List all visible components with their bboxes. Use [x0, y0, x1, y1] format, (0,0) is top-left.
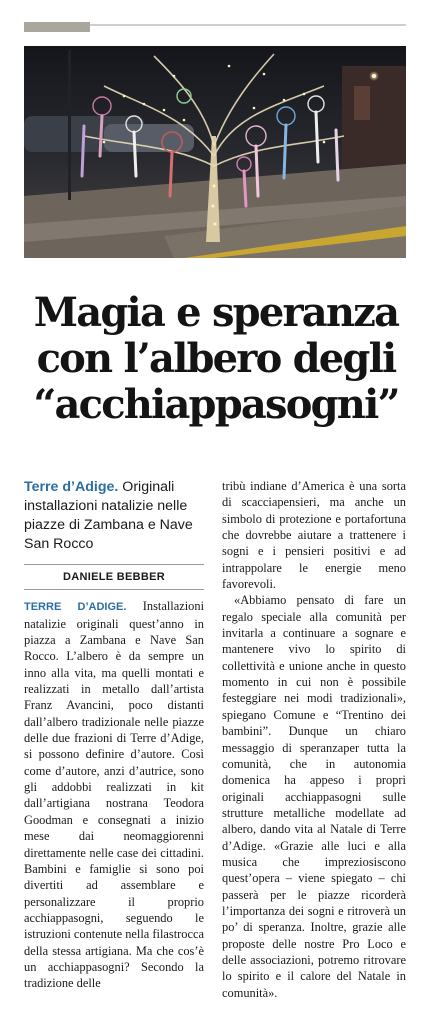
- body-paragraph-3: «Abbiamo pensato di fare un regalo speciale alla comunità per invitarla a continuare a sognare e mantenere vivo lo spirito di collettività e unione anche in questo momento in cui non è possibile festeggiare nei modi tradizionali», spiegano Comune e “Trentino dei bambini”. Dunque un chiaro messaggio di speranzaper tutta la comunità, che in autonomia domenica ha appeso i propri originali acchiappasogni sulle strutture metalliche modellate ad albero, dando vita al Natale di Terre d’Adige. «Grazie alle luci e alla musica che impreziosiscono quest’opera – viene spiegato – chi passerà per le piazze ricorderà l’importanza dei sogni e ritroverà un po’ di speranza. Inoltre, grazie alle proposte delle nostre Pro Loco e delle associazioni, potremo ritrovare lo spirito e il calore del Natale in comunità».: [222, 593, 406, 1000]
- headline-line-3: “acchiappasogni”: [33, 381, 399, 428]
- article-column-left: [24, 478, 204, 992]
- headline-line-2: con l’albero degli: [36, 335, 396, 382]
- kicker: TERRE D’ADIGE.: [24, 601, 127, 614]
- body-paragraph-1-text: Installazioni natalizie originali quest’anno in piazza a Zambana e Nave San Rocco. L’albero è da sempre un inno alla vita, ma quelli montati e realizzati in metallo dall’artista Franz Avancini, poco distanti dall’albero tradizionale nelle piazze delle due frazioni di Terre d’Adige, si possono definire d’autore. Così come d’autore, anzi d’autrice, sono gli addobbi realizzati in kit dall’artigiana nostrana Teodora Goodman e consegnati a inizio mese dai neomaggiorenni direttamente nelle case dei cittadini. Bambini e famiglie si sono poi divertiti ad assemblare e personalizzare il proprio acchiappasogni, seguendo le istruzioni contenute nella filastrocca della stessa artigiana. Ma che cos’è un acchiappasogni? Secondo la tradizione delle: [24, 599, 205, 991]
- deck: [24, 478, 204, 554]
- article-photo: [24, 46, 406, 258]
- headline: [20, 290, 412, 428]
- section-tag-bar: [24, 22, 90, 32]
- headline-line-1: Magia e speranza: [33, 289, 399, 336]
- body-paragraph-1: [24, 598, 204, 991]
- dreamcatcher-tree-photo: [24, 46, 406, 258]
- body-right: [222, 478, 406, 1001]
- body-paragraph-2: tribù indiane d’America è una sorta di scacciapensieri, ma anche un simbolo di protezione e portafortuna che dovrebbe aiutare a trattenere i sogni e i pensieri positivi e ad intrappolare le energie meno favorevoli.: [222, 479, 406, 592]
- deck-text: Originali installazioni natalizie nelle piazze di Zambana e Nave San Rocco: [24, 479, 193, 552]
- body-left: [24, 598, 204, 991]
- byline: DANIELE BEBBER: [24, 564, 204, 590]
- deck-place: Terre d’Adige.: [24, 479, 119, 495]
- article-column-right: [222, 478, 406, 1001]
